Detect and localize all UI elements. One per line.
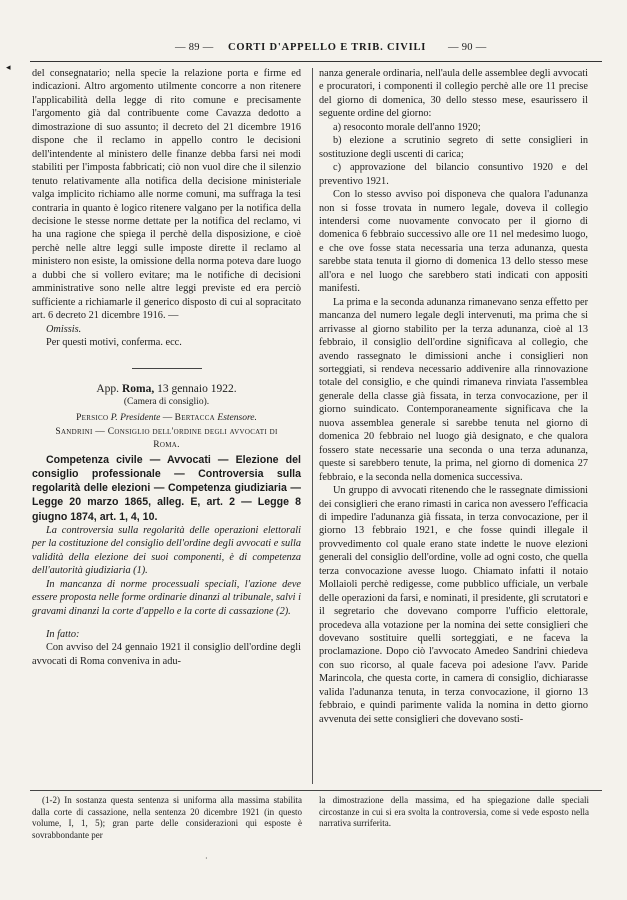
footnote-right: la dimostrazione della massima, ed ha spiegazione dalle speciali circostanze in cui si era svolta la controversia, come si vede esposto nella narrativa surriferita. (319, 795, 589, 828)
section-separator (132, 368, 202, 369)
omissis: Omissis. (46, 323, 82, 335)
column-divider (312, 68, 313, 784)
paragraph: Un gruppo di avvocati ritenendo che le rassegnate dimissioni dei consiglieri che erano rimasti in carica non avessero l'efficacia di impedire l'adunanza già fissata, in terza convocazione, per il giorno 13 febbraio 1921, e che fosse quindi illegale il provvedimento col quale erano state indette le nuove elezioni generali del consiglio dell'ordine, volle ad ogni costo, che quella terza convocazione avesse luogo. Chiamato infatti il notaio Mollaioli perchè redigesse, come pubblico ufficiale, un verbale delle operazioni da farsi, e nominati, il presidente, gli scrutatori e il segretario che dovevano comporre l'ufficio elettorale, procedeva alla votazione per la nomina dei sette consiglieri che dovevano sostituire quelli sorteggiati, e ne faceva la proclamazione. Dopo ciò l'avvocato Amedeo Sandrini chiedeva con suo ricorso, al quale faceva poi adesione l'avv. Paride Marincola, che questa corte, in camera di consiglio, dichiarasse valida l'adunanza tenuta, in terza convocazione, il giorno 13 febbraio, e quindi parimente valida la nomina in detto giorno avvenuta dei sette consiglieri che dovevano sosti- (319, 485, 588, 725)
in-fatto-label: In fatto: (46, 628, 80, 640)
paragraph: Per questi motivi, conferma. ecc. (46, 337, 182, 349)
paragraph: Con lo stesso avviso poi disponeva che qualora l'adunanza non si fosse trovata in numero legale, doveva il collegio intendersi come nuovamente convocato per il giorno di domenica 6 febbraio successivo alle ore 11 nel medesimo luogo, e che ove fosse stata necessaria una terza adunanza, questa sarebbe stata tenuta il giorno di domenica 13 dello stesso mese all'ora e nel luogo che sarebbero stati indicati con appositi manifesti. (319, 189, 588, 295)
italic-principle-1: La controversia sulla regolarità delle operazioni elettorali per la costituzione del consiglio dell'ordine degli avvocati e sulla validità della elezione dei suoi componenti, è di competenza dell'autorità giudiziaria (1). (32, 524, 301, 577)
paragraph: nanza generale ordinaria, nell'aula delle assemblee degli avvocati e procuratori, i componenti il collegio perchè alle ore 11 precise del giorno di domenica, 30 dello stesso mese, esaurissero il seguente ordine del giorno: (319, 68, 588, 120)
paragraph: del consegnatario; nella specie la relazione porta e firme ed indicazioni. Altro argomento utilmente concorre a non ritenere l'applicabilità della legge di rito comune e precisamente l'argomento già dal contribuente come Cavazza dedotto a dimostrazione di suo assunto; il decreto del 21 dicembre 1916 dispone che il reclamo in appello contro le decisioni dell'intendente al ministero delle finanze debba farsi nei modi stabiliti per l'imposta fabbricati; ciò non vuol dire che il silenzio tenuto relativamente alla notifica della decisione ministeriale valga implicito richiamo alle norme comuni, ma suffraga la tesi contraria in quanto è logico ritenere valgano per la notifica della decisione le stesse norme dettate per la notifica del reclamo, vi ha una ragione che spiega il perchè della disposizione, e cioè perchè nelle altre leggi sulle imposte dirette il reclamo al ministero non esiste, la omissione della norma poteva dare luogo a dubbi che si vollero evitare; ma le notifiche di decisioni amministrative sono nelle altre leggi previste ed era perciò sufficiente a richiamarle il generico disposto di cui al sopracitato art. 6 decreto 21 dicembre 1916. — (32, 68, 301, 322)
footnote-rule (30, 790, 602, 791)
header-title: CORTI D'APPELLO E TRIB. CIVILI (228, 42, 427, 53)
page-number-right: — 90 — (448, 42, 487, 53)
court-heading: App. Roma, 13 gennaio 1922. (96, 382, 237, 395)
chamber-note: (Camera di consiglio). (123, 396, 210, 407)
left-column (32, 67, 301, 668)
agenda-item-b: b) elezione a scrutinio segreto di sette consiglieri in sostituzione degli uscenti di carica; (319, 135, 588, 160)
paragraph: La prima e la seconda adunanza rimanevano senza effetto per mancanza del numero legale degli intervenuti, ma prima che si arrivasse al giorno stabilito per la terza adunanza, cioè al 13 febbraio, il consiglio dell'ordine significava al collegio, che avendo rassegnato le dimissioni anche i consiglieri non sorteggiati, si rendeva necessario addivenire alla rinnovazione totale del consiglio, e che quindi rimaneva rinviata l'assemblea generale della classe già fissata, in terza convocazione, per il giorno suindicato. Contemporaneamente significava che la nuova assemblea generale si sarebbe tenuta nel giorno di domenica 20 febbraio nel luogo già designato, e che qualora fossero state necessarie una seconda o una terza adunanza, queste si sarebbero tenute, la prima, nel giorno di domenica 27 febbraio, e la seconda nella domenica successiva. (319, 296, 588, 483)
massima-heading: Competenza civile — Avvocati — Elezione del consiglio professionale — Controversia sulla regolarità delle elezioni — Competenza giudiziaria — Legge 20 marzo 1865, alleg. E, art. 2 — Legge 8 giugno 1874, art. 1, 4, 10. (32, 453, 301, 523)
margin-mark: ◂ (6, 62, 11, 72)
paragraph: Con avviso del 24 gennaio 1921 il consiglio dell'ordine degli avvocati di Roma conveniva in adu- (32, 642, 301, 667)
agenda-item-c: c) approvazione del bilancio consuntivo 1920 e del preventivo 1921. (319, 162, 588, 187)
header-rule (30, 61, 602, 62)
judges-line: Persico P. Presidente — Bertacca Estensore. (76, 413, 257, 424)
parties-line: Sandrini — Consiglio dell'ordine degli avvocati di Roma. (55, 426, 278, 451)
running-header (30, 42, 602, 58)
bottom-dot: · (205, 854, 208, 863)
right-column (319, 67, 588, 726)
footnote-left: (1-2) In sostanza questa sentenza si uniforma alla massima stabilita dalla corte di cassazione, nella sentenza 20 dicembre 1921 (in questo volume, I, 1, 5); gran parte delle considerazioni qui esposte è sovrabbondante per (32, 795, 302, 840)
page-number-left: — 89 — (175, 42, 214, 53)
agenda-item-a: a) resoconto morale dell'anno 1920; (333, 121, 481, 133)
italic-principle-2: In mancanza di norme processuali speciali, l'azione deve essere proposta nelle forme ordinarie dinanzi al tribunale, salvi i gravami dinanzi la corte d'appello e la corte di cassazione (2). (32, 578, 301, 617)
